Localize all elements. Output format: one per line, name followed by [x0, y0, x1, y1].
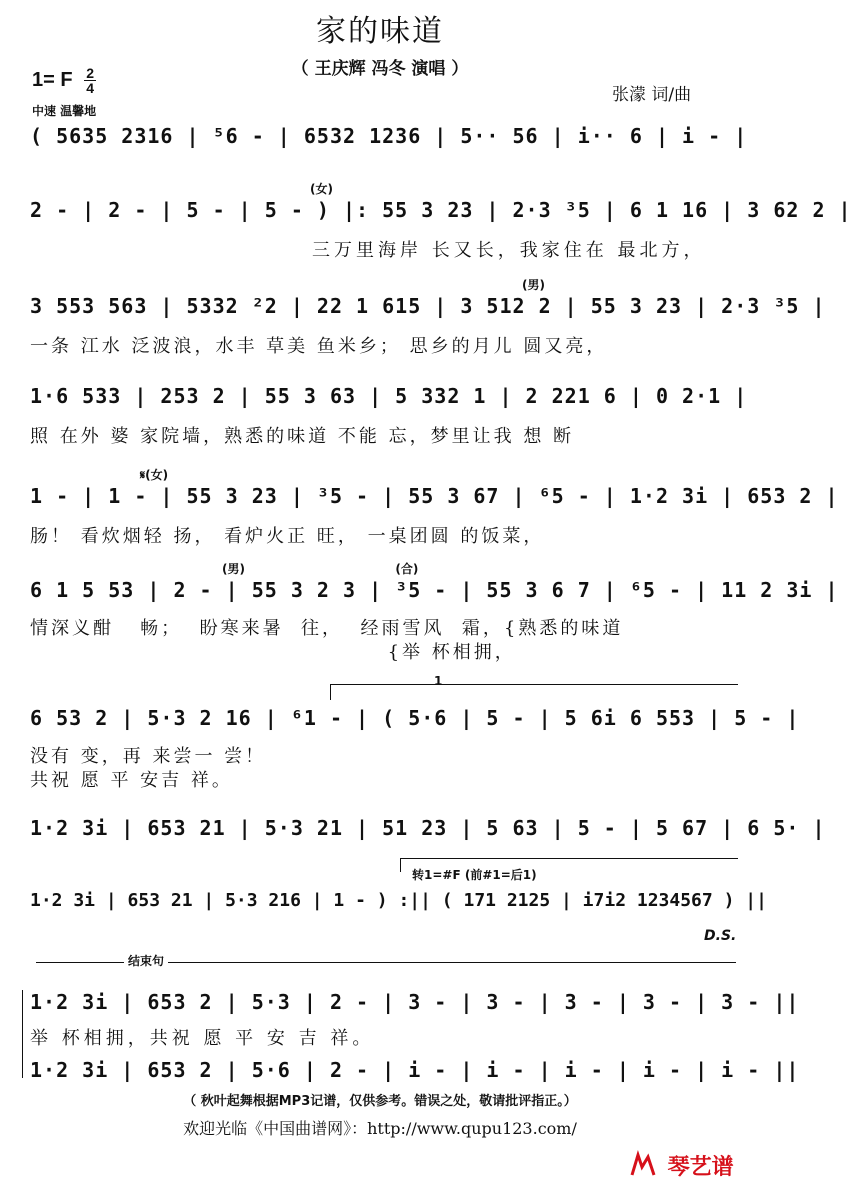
score-line-11-notes: 1·2 3i | 653 2 | 5·6 | 2 - | i - | i - | i - | i - | i - ||: [30, 1058, 800, 1082]
score-line-7-lyrics-2: 共祝 愿 平 安吉 祥。: [30, 770, 233, 791]
logo-icon: [630, 1153, 656, 1183]
system-bracket: [22, 990, 23, 1078]
score-line-6-lyrics-2: {举 杯相拥，: [30, 642, 516, 663]
volta-bracket-2: [400, 858, 738, 859]
score-line-7-lyrics: 没有 变，再 来尝一 尝！: [30, 746, 267, 767]
score-line-1-notes: ( 5635 2316 | ⁵6 - | 6532 1236 | 5·· 56 | i·· 6 | i - |: [30, 124, 748, 148]
logo-text: 琴艺谱: [667, 1155, 734, 1180]
time-signature: [84, 66, 96, 95]
score-line-6-lyrics: 情深义酣 畅； 盼寒来暑 往， 经雨雪风 霜，{熟悉的味道: [30, 618, 624, 639]
volta-bracket-2-left: [400, 858, 401, 872]
score-line-7-mark: 1: [434, 674, 443, 688]
score-line-10-notes: 1·2 3i | 653 2 | 5·3 | 2 - | 3 - | 3 - | 3 - | 3 - | 3 - ||: [30, 990, 800, 1014]
score-line-5-lyrics: 肠！ 看炊烟轻 扬， 看炉火正 旺， 一桌团圆 的饭菜，: [30, 526, 545, 547]
key-signature: [32, 66, 96, 95]
ds-marking: D.S.: [704, 928, 737, 944]
key-label: 1= F: [32, 68, 73, 91]
score-line-5-notes: 1 - | 1 - | 55 3 23 | ³5 - | 55 3 67 | ⁶5 - | 1·2 3i | 653 2 |: [30, 484, 839, 508]
score-line-8-notes: 1·2 3i | 653 21 | 5·3 21 | 51 23 | 5 63 | 5 - | 5 67 | 6 5· |: [30, 816, 826, 840]
time-bottom: 4: [86, 80, 95, 96]
score-line-6-notes: 6 1 5 53 | 2 - | 55 3 2 3 | ³5 - | 55 3 6 7 | ⁶5 - | 11 2 3i |: [30, 578, 839, 602]
score-line-7-notes: 6 53 2 | 5·3 2 16 | ⁶1 - | ( 5·6 | 5 - | 5 6i 6 553 | 5 - |: [30, 706, 800, 730]
footer-note: （ 秋叶起舞根据MP3记谱，仅供参考。错误之处，敬请批评指正。）: [183, 1094, 577, 1109]
score-line-2-mark: (女): [310, 182, 333, 196]
singers-credit: （ 王庆辉 冯冬 演唱 ）: [291, 59, 469, 79]
score-line-10-lyrics: 举 杯相拥，共祝 愿 平 安 吉 祥。: [30, 1028, 375, 1049]
score-line-2-lyrics: 三万里海岸 长又长，我家住在 最北方，: [312, 240, 706, 261]
score-line-10-mark: 结束句: [124, 952, 168, 969]
score-line-5-mark: 𝄋(女): [140, 468, 169, 482]
tempo-marking: 中速 温馨地: [32, 104, 97, 118]
score-line-9-mark: 转1=#F (前#1=后1): [412, 868, 537, 882]
footer-url: 欢迎光临《中国曲谱网》：http://www.qupu123.com/: [183, 1119, 577, 1138]
site-logo: [630, 1150, 734, 1183]
score-line-4-notes: 1·6 533 | 253 2 | 55 3 63 | 5 332 1 | 2 221 6 | 0 2·1 |: [30, 384, 748, 408]
time-top: 2: [86, 65, 95, 81]
volta-bracket-1: [330, 684, 738, 685]
score-line-4-lyrics: 照 在外 婆 家院墙，熟悉的味道 不能 忘，梦里让我 想 断: [30, 426, 575, 447]
score-line-9-notes: 1·2 3i | 653 21 | 5·3 216 | 1 - ) :|| ( 171 2125 | i7i2 1234567 ) ||: [30, 890, 767, 911]
score-line-3-lyrics: 一条 江水 泛波浪，水丰 草美 鱼米乡； 思乡的月儿 圆又亮，: [30, 336, 608, 357]
score-line-3-mark: (男): [522, 278, 545, 292]
composer-credit: 张濛 词/曲: [612, 85, 692, 105]
volta-bracket-1-left: [330, 684, 331, 700]
score-line-3-notes: 3 553 563 | 5332 ²2 | 22 1 615 | 3 512 2 | 55 3 23 | 2·3 ³5 |: [30, 294, 826, 318]
song-title: 家的味道: [316, 14, 444, 49]
score-line-2-notes: 2 - | 2 - | 5 - | 5 - ) |: 55 3 23 | 2·3 ³5 | 6 1 16 | 3 62 2 |: [30, 198, 852, 222]
score-line-6-mark: (男) (合): [222, 562, 419, 576]
